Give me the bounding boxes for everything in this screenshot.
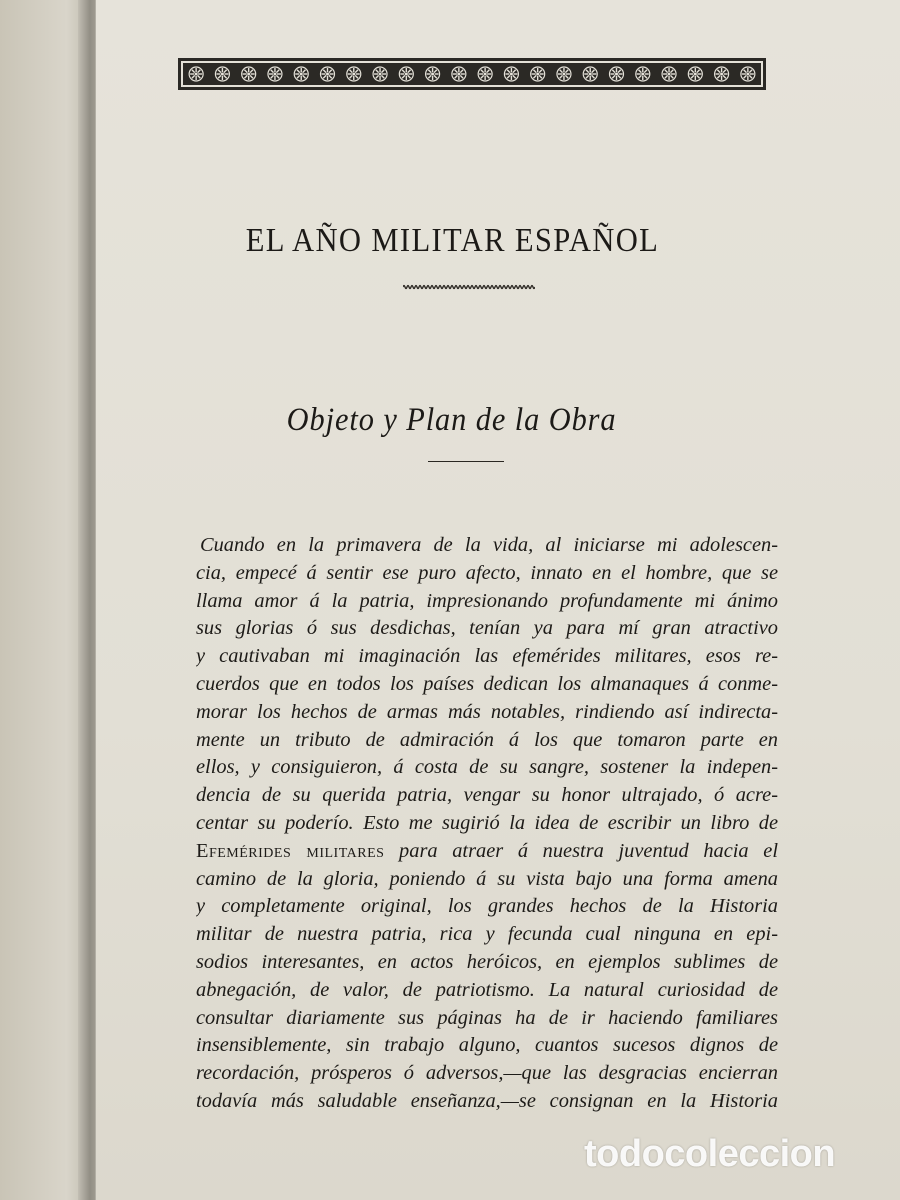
text-line: dencia de su querida patria, vengar su honor ultrajado, ó acre- — [196, 784, 778, 807]
ornament-rosette — [373, 67, 387, 81]
text-line: consultar diariamente sus páginas ha de ir haciendo familiares — [196, 1006, 778, 1029]
subtitle-divider — [428, 461, 504, 462]
text-line: insensiblemente, sin trabajo alguno, cuantos sucesos dignos de — [196, 1034, 778, 1057]
text-line: ellos, y consiguieron, á costa de su sangre, sostener la indepen- — [196, 756, 778, 779]
ornament-rosette — [268, 67, 282, 81]
text-line: militar de nuestra patria, rica y fecunda cual ninguna en epi- — [196, 923, 778, 946]
ornament-rosette — [662, 67, 676, 81]
ornament-rosette — [294, 67, 308, 81]
text-line: cuerdos que en todos los países dedican los almanaques á conme- — [196, 672, 778, 695]
text-line: sus glorias ó sus desdichas, tenían ya para mí gran atractivo — [196, 617, 778, 640]
decorative-border-ornament — [178, 58, 766, 90]
ornament-rosette — [741, 67, 755, 81]
ornament-rosette — [399, 67, 413, 81]
ornament-rosette — [321, 67, 335, 81]
text-line: todavía más saludable enseñanza,—se consignan en la Historia — [196, 1089, 778, 1112]
page-title: EL AÑO MILITAR ESPAÑOL — [245, 222, 660, 259]
text-line: morar los hechos de armas más notables, rindiendo así indirecta- — [196, 700, 778, 723]
text-line: llama amor á la patria, impresionando profundamente mi ánimo — [196, 589, 778, 612]
ornament-rosette — [610, 67, 624, 81]
text-line: centar su poderío. Esto me sugirió la idea de escribir un libro de — [196, 811, 778, 834]
ornament-rosette — [215, 67, 229, 81]
wavy-divider — [403, 282, 535, 292]
ornament-rosette — [347, 67, 361, 81]
ornament-rosette — [715, 67, 729, 81]
ornament-rosette — [242, 67, 256, 81]
text-line-smallcaps — [196, 838, 778, 866]
ornament-rosette — [636, 67, 650, 81]
ornament-rosette — [189, 67, 203, 81]
ornament-rosette — [688, 67, 702, 81]
body-paragraph — [196, 532, 778, 1116]
section-subtitle: Objeto y Plan de la Obra — [286, 402, 617, 438]
text-line: cia, empecé á sentir ese puro afecto, innato en el hombre, que se — [196, 561, 778, 584]
ornament-rosette — [504, 67, 518, 81]
smallcaps-term: Efemérides militares — [196, 839, 385, 862]
text-line: y cautivaban mi imaginación las efemérides militares, esos re- — [196, 645, 778, 668]
ornament-rosette — [557, 67, 571, 81]
ornament-rosette — [478, 67, 492, 81]
text-line-rest: para atraer á nuestra juventud hacia el — [384, 839, 778, 862]
text-line: mente un tributo de admiración á los que tomaron parte en — [196, 728, 778, 751]
text-line: abnegación, de valor, de patriotismo. La natural curiosidad de — [196, 978, 778, 1001]
text-line: Cuando en la primavera de la vida, al iniciarse mi adolescen- — [200, 534, 778, 556]
ornament-rosette — [531, 67, 545, 81]
text-line: sodios interesantes, en actos heróicos, en ejemplos sublimes de — [196, 950, 778, 973]
watermark-logo: todocoleccion — [584, 1133, 836, 1175]
ornament-rosette — [583, 67, 597, 81]
ornament-rosette — [452, 67, 466, 81]
text-line: recordación, prósperos ó adversos,—que las desgracias encierran — [196, 1062, 778, 1085]
text-line: camino de la gloria, poniendo á su vista bajo una forma amena — [196, 867, 778, 890]
ornament-rosette — [426, 67, 440, 81]
text-line: y completamente original, los grandes hechos de la Historia — [196, 895, 778, 918]
